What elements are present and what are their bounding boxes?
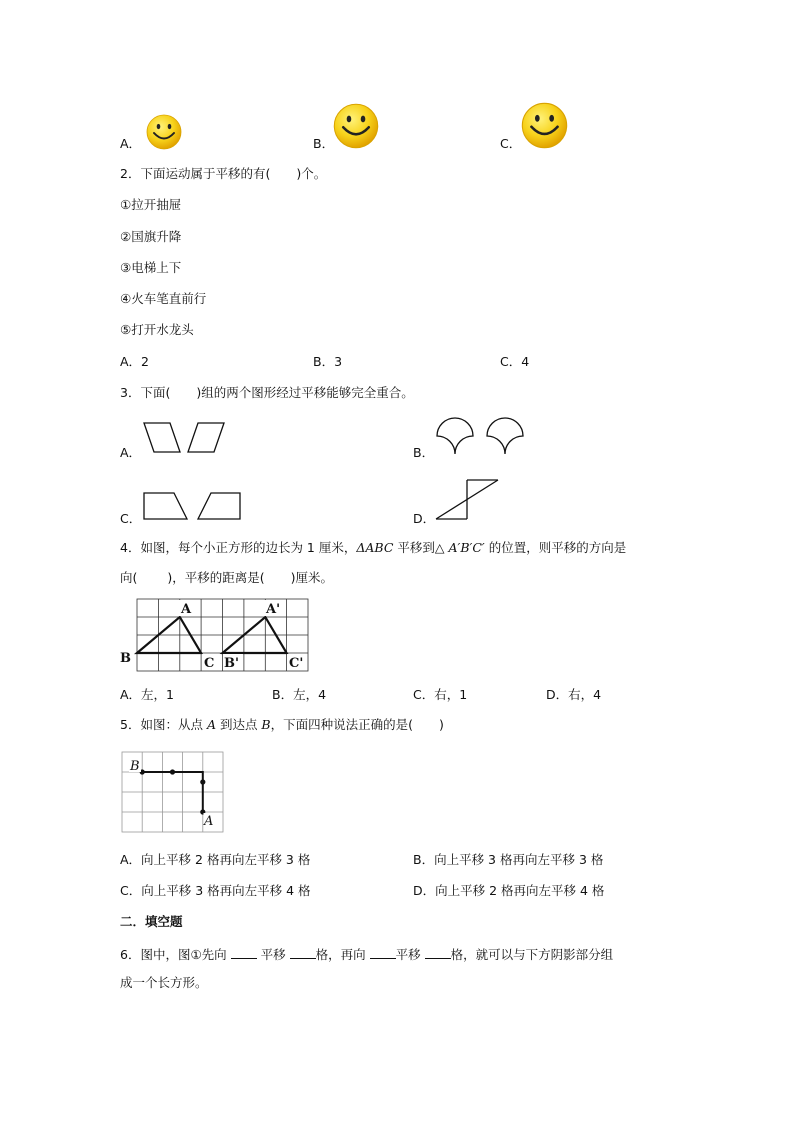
q2-stem-after: )个。 (296, 166, 327, 181)
q2-option-b: B．3 (313, 354, 343, 369)
q3-option-d-label: D． (413, 511, 436, 526)
q4-text: 向( (120, 570, 138, 585)
q5-label-a: A (204, 814, 214, 829)
q5-stem (120, 719, 444, 732)
q4-grid-figure (118, 596, 318, 672)
q4-label-b-prime: B' (224, 656, 239, 671)
q2-item: ②国旗升降 (120, 229, 182, 244)
q1-option-a-label: A． (120, 136, 142, 151)
q6-text: 格，再向 (315, 947, 366, 962)
q3-stem (120, 387, 414, 400)
q2-item: ①拉开抽屉 (120, 197, 182, 212)
q5-text: ) (439, 717, 444, 732)
q3-trapezoids-figure (140, 490, 246, 522)
q5-text: 5．如图：从点 (120, 717, 207, 732)
q2-item: ③电梯上下 (120, 260, 182, 275)
q5-text: ，下面四种说法正确的是( (270, 717, 413, 732)
q5-point-b: B (261, 717, 271, 732)
q5-option-d: D．向上平移 2 格再向左平移 4 格 (413, 883, 605, 898)
q5-text: 到达点 (215, 717, 262, 732)
q4-label-b: B (120, 651, 131, 666)
q2-item: ⑤打开水龙头 (120, 322, 194, 337)
q4-text: )，平移的距离是( (167, 570, 265, 585)
q4-option-a: A．左，1 (120, 687, 175, 702)
q4-stem-line1 (120, 542, 626, 555)
q3-stem-after: )组的两个图形经过平移能够完全重合。 (196, 385, 414, 400)
q3-triangles-figure (434, 478, 502, 522)
q4-stem-line2 (120, 572, 333, 585)
q4-text: 4．如图，每个小正方形的边长为 1 厘米， (120, 540, 357, 555)
q5-point-a: A (206, 717, 216, 732)
q4-label-c-prime: C' (289, 656, 304, 671)
smiley-small-icon (146, 114, 182, 150)
q6-text: 平移 (260, 947, 286, 962)
q5-option-c: C．向上平移 3 格再向左平移 4 格 (120, 883, 311, 898)
q6-text: 平移 (395, 947, 421, 962)
q2-option-c: C．4 (500, 354, 530, 369)
q5-grid-figure (118, 750, 228, 834)
q6-blank-1[interactable] (231, 947, 257, 959)
q6-text: 6．图中，图①先向 (120, 947, 227, 962)
q4-triangle-abc-prime: △ A′B′C′ (434, 540, 485, 555)
q3-option-b-label: B． (413, 445, 435, 460)
q4-label-c: C (204, 656, 215, 671)
smiley-large-icon (521, 102, 568, 149)
q5-option-a: A．向上平移 2 格再向左平移 3 格 (120, 852, 311, 867)
q5-option-b: B．向上平移 3 格再向左平移 3 格 (413, 852, 604, 867)
q2-option-a: A．2 (120, 354, 150, 369)
q4-label-a: A (181, 602, 192, 617)
q1-option-c-label: C． (500, 136, 522, 151)
q3-parallelograms-figure (140, 420, 230, 456)
q4-text: 的位置，则平移的方向是 (484, 540, 627, 555)
q2-item: ④火车笔直前行 (120, 291, 207, 306)
q4-triangle-abc: ΔABC (356, 540, 394, 555)
q6-blank-4[interactable] (425, 947, 451, 959)
q4-option-d: D．右，4 (546, 687, 602, 702)
q3-fan-shapes-figure (434, 416, 526, 458)
q6-stem-line2: 成一个长方形。 (120, 975, 208, 990)
q4-text: 平移到 (393, 540, 435, 555)
section-title: 二．填空题 (120, 914, 183, 929)
q3-option-c-label: C． (120, 511, 142, 526)
q2-stem (120, 168, 326, 181)
q4-text: )厘米。 (290, 570, 334, 585)
q6-blank-3[interactable] (370, 947, 396, 959)
q2-stem-before: 2．下面运动属于平移的有( (120, 166, 271, 181)
q4-label-a-prime: A' (266, 602, 281, 617)
q1-option-b-label: B． (313, 136, 335, 151)
q4-option-b: B．左，4 (272, 687, 327, 702)
q6-blank-2[interactable] (290, 947, 316, 959)
smiley-medium-icon (333, 103, 379, 149)
q3-option-a-label: A． (120, 445, 142, 460)
q3-stem-before: 3．下面( (120, 385, 171, 400)
q5-label-b: B (130, 759, 140, 774)
q6-text: 格，就可以与下方阴影部分组 (450, 947, 614, 962)
q6-stem-line1 (120, 947, 613, 962)
q4-option-c: C．右，1 (413, 687, 468, 702)
